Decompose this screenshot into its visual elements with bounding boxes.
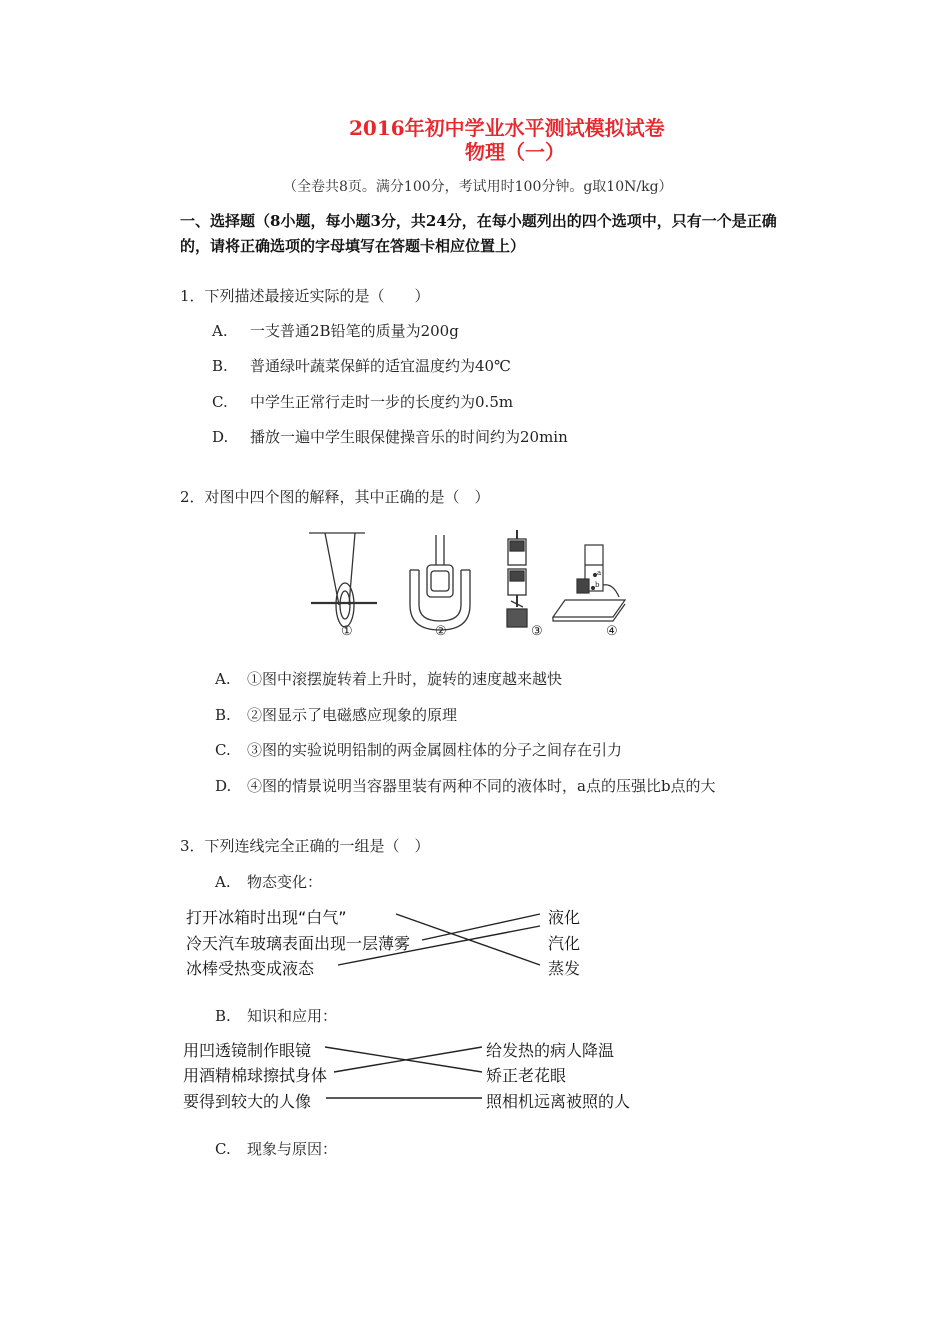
option-title: 物态变化： (247, 873, 323, 891)
option-label: C. (212, 393, 228, 411)
option-text: 一支普通2B铅笔的质量为200g (250, 322, 459, 340)
option-text: 普通绿叶蔬菜保鲜的适宜温度约为40℃ (250, 357, 511, 375)
option-label: C. (215, 741, 231, 759)
option-text: 中学生正常行走时一步的长度约为0.5m (250, 393, 514, 411)
match-a-right-3: 蒸发 (548, 959, 581, 978)
q3-option-c-heading (215, 1138, 337, 1159)
match-b-left-1: 用凹透镜制作眼镜 (183, 1041, 312, 1060)
match-a-right-2: 汽化 (548, 934, 581, 953)
figure-label-4: ④ (606, 624, 618, 639)
question-2-stem: 2．对图中四个图的解释，其中正确的是（ ） (180, 488, 490, 506)
question-3-stem: 3．下列连线完全正确的一组是（ ） (180, 837, 430, 855)
option-text: 播放一遍中学生眼保健操音乐的时间约为20min (250, 428, 568, 446)
option-label: B. (215, 706, 231, 724)
option-label: C. (215, 1140, 231, 1158)
option-label: D. (212, 428, 229, 446)
subject-title: 物理（一） (465, 140, 565, 164)
option-label: A. (215, 670, 231, 688)
option-text: ②图显示了电磁感应现象的原理 (247, 706, 458, 724)
figure-label-1: ① (341, 624, 353, 639)
match-b-left-2: 用酒精棉球擦拭身体 (183, 1066, 328, 1085)
option-title: 知识和应用： (247, 1007, 338, 1025)
match-b-left-3: 要得到较大的人像 (183, 1092, 312, 1111)
match-a-left-1: 打开冰箱时出现“白气” (186, 908, 347, 927)
match-a-left-3: 冰棒受热变成液态 (186, 959, 315, 978)
match-b-right-1: 给发热的病人降温 (486, 1041, 615, 1060)
option-text: ④图的情景说明当容器里装有两种不同的液体时，a点的压强比b点的大 (247, 777, 716, 795)
page-title: 2016年初中学业水平测试模拟试卷 (349, 116, 665, 140)
option-text: ①图中滚摆旋转着上升时，旋转的速度越来越快 (247, 670, 563, 688)
option-label: B. (212, 357, 228, 375)
match-a-right-1: 液化 (548, 908, 581, 927)
option-label: A. (212, 322, 228, 340)
option-label: A. (215, 873, 231, 891)
section-heading-line1: 一、选择题（8小题，每小题3分，共24分，在每小题列出的四个选项中，只有一个是正确 (180, 212, 777, 230)
option-label: B. (215, 1007, 231, 1025)
match-b-right-2: 矫正老花眼 (486, 1066, 567, 1085)
figure-mark-a: a (597, 569, 602, 577)
option-label: D. (215, 777, 232, 795)
figure-mark-b: b (595, 581, 600, 589)
option-title: 现象与原因： (247, 1140, 338, 1158)
exam-note: （全卷共8页。满分100分，考试用时100分钟。g取10N/kg） (283, 179, 673, 195)
question-1-stem: 1．下列描述最接近实际的是（ ） (180, 287, 430, 305)
option-text: ③图的实验说明铅制的两金属圆柱体的分子之间存在引力 (247, 741, 623, 759)
section-heading-line2: 的，请将正确选项的字母填写在答题卡相应位置上） (180, 237, 526, 255)
figure-label-2: ② (435, 624, 447, 639)
figure-label-3: ③ (531, 624, 543, 639)
match-b-right-3: 照相机远离被照的人 (486, 1092, 631, 1111)
match-a-left-2: 冷天汽车玻璃表面出现一层薄雾 (186, 934, 411, 953)
